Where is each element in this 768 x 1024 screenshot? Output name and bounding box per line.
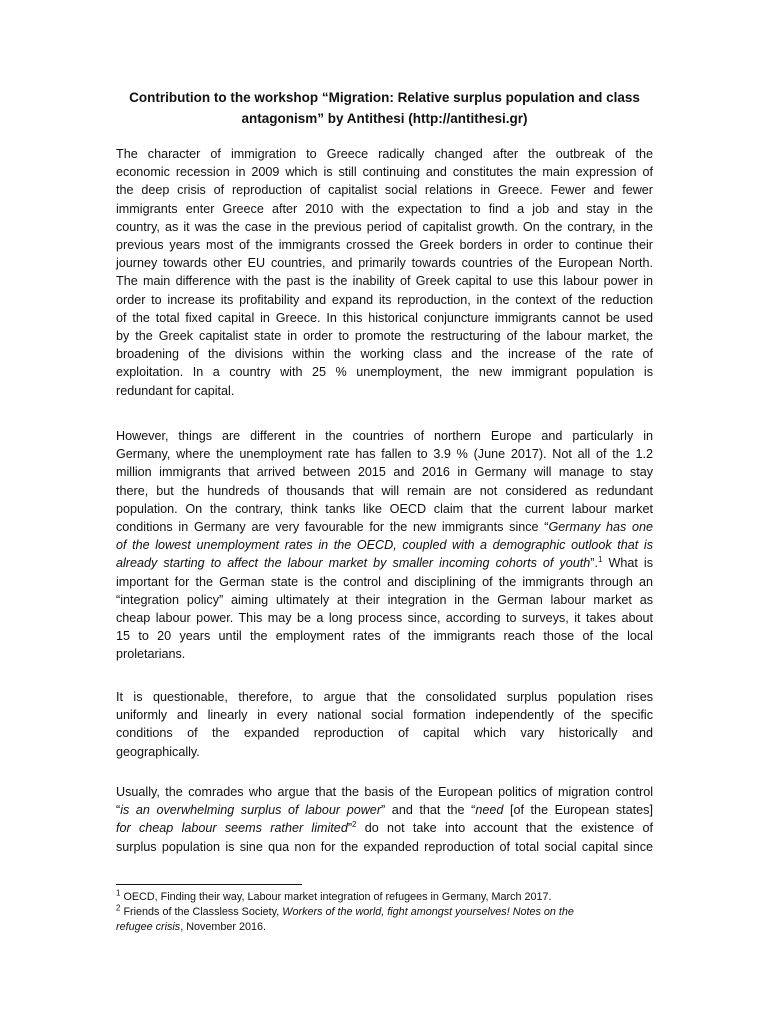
p4-quote: need — [475, 803, 504, 818]
paragraph-1 — [116, 145, 653, 400]
p4-text: ” — [347, 821, 353, 836]
p1-line: exploitation. In a country with 25 % unemployment, the new immigrant population is — [116, 365, 653, 380]
p1-line: The character of immigration to Greece radically changed after the outbreak of the — [116, 147, 653, 161]
footnotes — [116, 890, 653, 935]
footnote-2-cont — [116, 920, 653, 935]
p2-text: ”. — [590, 556, 598, 571]
paragraph-4 — [116, 783, 653, 856]
p2-line: cheap labour power. This may be a long process since, according to surveys, it takes about — [116, 611, 653, 626]
p1-line: broadening of the divisions within the working class and the increase of the rate of — [116, 347, 653, 362]
p1-line: order to increase its profitability and expand its reproduction, in the context of the reduction — [116, 292, 653, 307]
p2-line — [116, 518, 653, 536]
p2-line — [116, 554, 653, 572]
p4-line: Usually, the comrades who argue that the basis of the European politics of migration control — [116, 785, 653, 799]
p2-line — [116, 536, 653, 554]
p2-line: “integration policy” aiming ultimately at their integration in the German labour market as — [116, 592, 653, 607]
p1-line: the deep crisis of reproduction of capitalist social relations in Greece. Fewer and fewer — [116, 183, 653, 198]
p1-line: by the Greek capitalist state in order to promote the restructuring of the labour market, the — [116, 329, 653, 344]
footnote-text: , November 2016. — [180, 921, 267, 933]
footnote-text: Friends of the Classless Society, — [120, 906, 283, 918]
p1-line: of the total fixed capital in Greece. In this historical conjuncture immigrants cannot be used — [116, 310, 653, 325]
p2-quote: already starting to affect the labour market by smaller incoming cohorts of youth — [116, 556, 591, 571]
footnote-marker-2: 2 — [116, 903, 121, 913]
p4-text: “ — [116, 803, 121, 818]
p1-line: previous years most of the immigrants crossed the Greek borders in order to continue their — [116, 238, 653, 253]
document-title — [116, 87, 653, 129]
title-line-1: Contribution to the workshop “Migration: Relative surplus population and class — [129, 90, 640, 105]
p2-line: important for the German state is the control and disciplining of the immigrants through an — [116, 574, 653, 589]
p4-line — [116, 819, 653, 837]
p2-line: Germany, where the unemployment rate has fallen to 3.9 % (June 2017). Not all of the 1.2 — [116, 447, 653, 462]
footnote-ref-2[interactable]: 2 — [352, 820, 357, 830]
p4-line — [116, 801, 653, 819]
p4-text: [of the European states] — [503, 803, 653, 818]
p1-line: The main difference with the past is the inability of Greek capital to use this labour power in — [116, 274, 653, 289]
p3-line: geographically. — [116, 744, 200, 759]
p4-quote: is an overwhelming surplus of labour power — [120, 803, 382, 818]
p4-text: do not take into account that the existence of — [356, 821, 653, 836]
footnote-marker-1: 1 — [116, 888, 121, 898]
p3-line: It is questionable, therefore, to argue that the consolidated surplus population rises — [116, 690, 653, 704]
p2-line: there, but the hundreds of thousands that will remain are not considered as redundant — [116, 483, 653, 498]
paragraph-3 — [116, 688, 653, 761]
p4-line: surplus population is sine qua non for the expanded reproduction of total social capital since — [116, 839, 653, 854]
footnote-2 — [116, 905, 653, 920]
p1-line: economic recession in 2009 which is still continuing and constitutes the main expression of — [116, 165, 653, 180]
p2-line: However, things are different in the countries of northern Europe and particularly in — [116, 429, 653, 443]
p1-line: journey towards other EU countries, and primarily towards countries of the European North. — [116, 256, 653, 271]
paragraph-2 — [116, 427, 653, 664]
footnote-title: refugee crisis — [116, 921, 181, 933]
p2-text: conditions in Germany are very favourable for the new immigrants since “ — [116, 520, 549, 535]
p3-line: conditions of the expanded reproduction of capital which vary historically and — [116, 726, 653, 741]
p2-quote: Germany has one — [548, 520, 653, 535]
p2-line: 15 to 20 years until the employment rates of the immigrants reach those of the local — [116, 629, 653, 644]
p2-line: population. On the contrary, think tanks like OECD claim that the current labour market — [116, 501, 653, 516]
footnote-title: Workers of the world, fight amongst yourselves! Notes on the — [282, 906, 574, 918]
p2-line: million immigrants that arrived between 2015 and 2016 in Germany will manage to stay — [116, 465, 653, 480]
footnote-divider — [116, 884, 302, 885]
footnote-1 — [116, 890, 653, 905]
p1-line: redundant for capital. — [116, 383, 235, 398]
footnote-text: OECD, Finding their way, Labour market integration of refugees in Germany, March 2017. — [120, 891, 552, 903]
p1-line: immigrants enter Greece after 2010 with the expectation to find a job and stay in the — [116, 201, 653, 216]
p4-quote: for cheap labour seems rather limited — [116, 821, 348, 836]
p1-line: country, as it was the case in the previous period of capitalist growth. On the contrary, in the — [116, 219, 653, 234]
p2-text: What is — [602, 556, 653, 571]
footnote-ref-1[interactable]: 1 — [597, 555, 603, 565]
title-line-2: antagonism” by Antithesi (http://antithesi.gr) — [241, 111, 528, 126]
p2-line: proletarians. — [116, 647, 186, 662]
p3-line: uniformly and linearly in every national social formation independently of the specific — [116, 708, 653, 723]
p4-text: ” and that the “ — [381, 803, 476, 818]
p2-quote: of the lowest unemployment rates in the OECD, coupled with a demographic outlook that is — [116, 538, 653, 553]
